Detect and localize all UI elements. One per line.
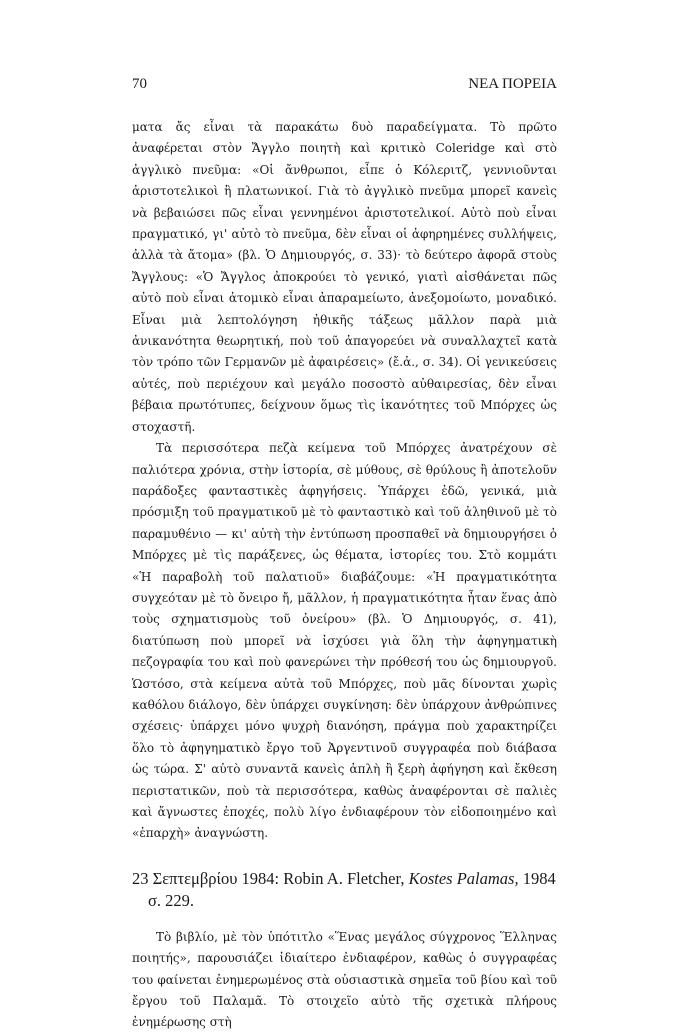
- entry-date: 23 Σεπτεμβρίου 1984:: [132, 868, 280, 888]
- paragraph-borges-prose: Τὰ περισσότερα πεζὰ κείμενα τοῦ Μπόρχες ἀνατρέχουν σὲ παλιότερα χρόνια, στὴν ἱστορία, σὲ μύθους, σὲ θρύλους ἢ ἀποτελοῦν παράδοξες φανταστικὲς ἀφηγήσεις. Ὑπάρχει ἐδῶ, γενικά, μιὰ πρόσμιξη τοῦ πραγματικοῦ μὲ τὸ φανταστικὸ καὶ τοῦ ἀληθινοῦ μὲ τὸ παραμυθένιο — κι' αὐτὴ τὴν ἐντύπωση προσπαθεῖ νὰ δημιουργήσει ὁ Μπόρχες μὲ τὶς παράξενες, ὡς θέματα, ἱστορίες του. Στὸ κομμάτι «Ἡ παραβολὴ τοῦ παλατιοῦ» διαβάζουμε: «Ἡ πραγματικότητα συγχεόταν μὲ τὸ ὄνειρο ἤ, μᾶλλον, ἡ πραγματικότητα ἦταν ἕνας ἀπὸ τοὺς σχηματισμοὺς τοῦ ὀνείρου» (βλ. Ὁ Δημιουργός, σ. 41), διατύπωση ποὺ μπορεῖ νὰ ἰσχύσει γιὰ ὅλη τὴν ἀφηγηματικὴ πεζογραφία του καὶ ποὺ φανερώνει τὴν πρόθεσή του ὡς δημιουργοῦ. Ὡστόσο, στὰ κείμενα αὐτὰ τοῦ Μπόρχες, ποὺ μᾶς δίνονται χωρὶς καθόλου διάλογο, δὲν ὑπάρχει συγκίνηση: δὲν ὑπάρχουν ἀνθρώπινες σχέσεις· ὑπάρχει μόνο ψυχρὴ διανόηση, πράγμα ποὺ χαρακτηρίζει ὅλο τὸ ἀφηγηματικὸ ἔργο τοῦ Ἀργεντινοῦ συγγραφέα ποὺ διάβασα ὡς τώρα. Σ' αὐτὸ συναντᾶ κανεὶς ἁπλὴ ἢ ξερὴ ἀφήγηση καὶ ἔκθεση περιστατικῶν, ποὺ τὰ περισσότερα, καθὼς ἀναφέρονται σὲ παλιὲς καὶ ἄγνωστες ἐποχές, πολὺ λίγο ἐνδιαφέρουν τὸν εἰδοποιημένο καὶ «ἐπαρχὴ» ἀναγνώστη.: [132, 441, 557, 841]
- book-title: Kostes Palamas,: [408, 868, 519, 888]
- paragraph-review: Τὸ βιβλίο, μὲ τὸν ὑπότιτλο «Ἕνας μεγάλος σύγχρονος Ἕλληνας ποιητής», παρουσιάζει ἰδιαίτερο ἐνδιαφέρον, καθὼς ὁ συγγραφέας του φαίνεται ἐνημερωμένος στὰ οὐσιαστικὰ σημεῖα τοῦ βίου καὶ τοῦ ἔργου τοῦ Παλαμᾶ. Τὸ στοιχεῖο αὐτὸ τῆς σχετικὰ πλήρους ἐνημέρωσης στὴ: [132, 929, 557, 1030]
- book-year: 1984: [522, 868, 556, 888]
- page-number: 70: [132, 76, 147, 92]
- section-heading: [132, 868, 557, 912]
- page-reference: σ. 229.: [148, 890, 195, 910]
- book-author: Robin A. Fletcher,: [283, 868, 405, 888]
- journal-title: ΝΕΑ ΠΟΡΕΙΑ: [468, 76, 557, 92]
- running-header: [132, 76, 557, 93]
- paragraph-continuation: ματα ἄς εἶναι τὰ παρακάτω δυὸ παραδείγματα. Τὸ πρῶτο ἀναφέρεται στὸν Ἄγγλο ποιητὴ καὶ κριτικὸ Coleridge καὶ στὸ ἀγγλικὸ πνεῦμα: «Οἱ ἄνθρωποι, εἶπε ὁ Κόλεριτζ, γεννιοῦνται ἀριστοτελικοὶ ἢ πλατωνικοί. Γιὰ τὸ ἀγγλικὸ πνεῦμα μπορεῖ κανεὶς νὰ βεβαιώσει πῶς εἶναι γεννημένοι ἀριστοτελικοί. Αὐτὸ ποὺ εἶναι πραγματικό, γι' αὐτὸ τὸ πνεῦμα, δὲν εἶναι οἱ ἀφηρημένες συλλήψεις, ἀλλὰ τὰ ἄτομα» (βλ. Ὁ Δημιουργός, σ. 33)· τὸ δεύτερο ἀφορᾶ στοὺς Ἄγγλους: «Ὁ Ἄγγλος ἀποκρούει τὸ γενικό, γιατὶ αἰσθάνεται πῶς αὐτὸ ποὺ εἶναι ἀτομικὸ εἶναι ἀπαραμείωτο, ἀνεξομοίωτο, μοναδικό. Εἶναι μιὰ λεπτολόγηση ἠθικῆς τάξεως μᾶλλον παρὰ μιὰ ἀνικανότητα θεωρητική, ποὺ τοῦ ἀπαγορεύει νὰ συναλλαχτεῖ κατὰ τὸν τρόπο τῶν Γερμανῶν μὲ ἀφαιρέσεις» (ἔ.ἀ., σ. 34). Οἱ γενικεύσεις αὐτές, ποὺ περιέχουν καὶ μεγάλο ποσοστὸ αὐθαιρεσίας, δὲν εἶναι βέβαια πρωτότυπες, δείχνουν ὅμως τὶς ἱκανότητες τοῦ Μπόρχες ὡς στοχαστῆ.: [132, 120, 557, 434]
- text-body: [132, 117, 557, 1034]
